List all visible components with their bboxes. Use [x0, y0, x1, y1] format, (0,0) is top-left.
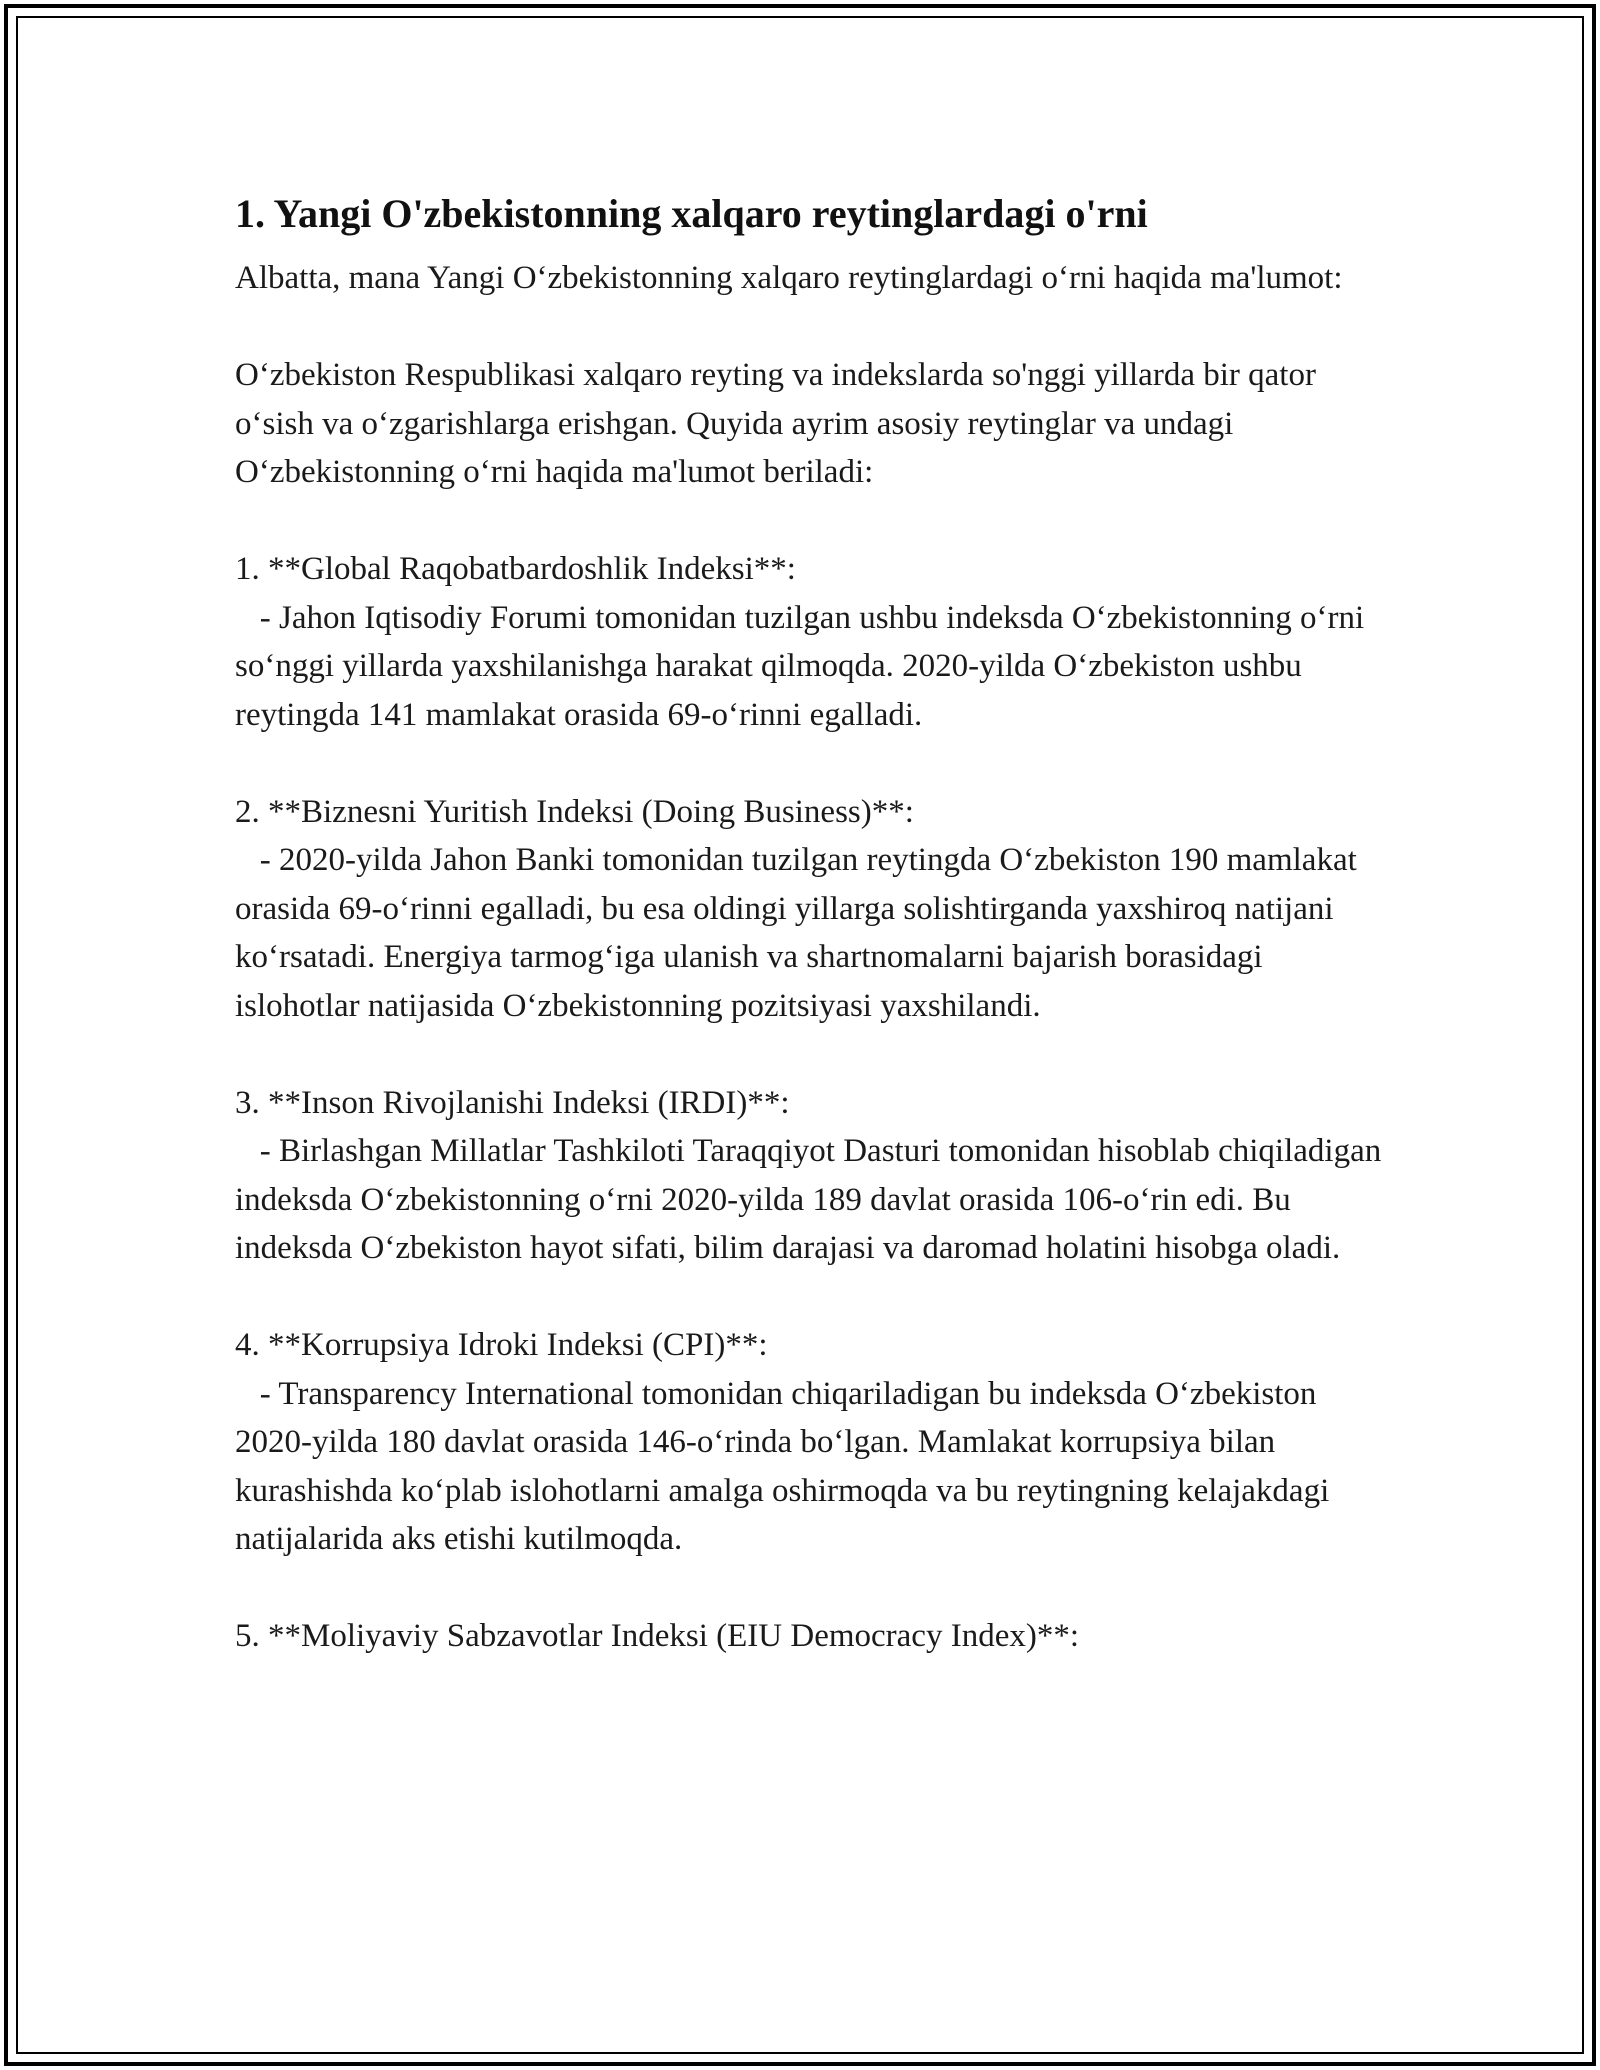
paragraph-gap: [235, 497, 1385, 546]
intro-paragraph: Albatta, mana Yangi O‘zbekistonning xalqaro reytinglardagi o‘rni haqida ma'lumot:: [235, 260, 1343, 296]
item-body-1: - Jahon Iqtisodiy Forumi tomonidan tuzilgan ushbu indeksda O‘zbekistonning o‘rni so‘nggi yillarda yaxshilanishga harakat qilmoqda. 2020-yilda O‘zbekiston ushbu reytingda 141 mamlakat orasida 69-o‘rinni egalladi.: [235, 599, 1373, 733]
paragraph-gap: [235, 303, 1385, 352]
document-title: 1. Yangi O'zbekistonning xalqaro reytinglardagi o'rni: [235, 191, 1148, 236]
overview-paragraph: O‘zbekiston Respublikasi xalqaro reyting va indekslarda so'nggi yillarda bir qator o‘sish va o‘zgarishlarga erishgan. Quyida ayrim asosiy reytinglar va undagi O‘zbekistonning o‘rni haqida ma'lumot beriladi:: [235, 357, 1325, 490]
document-body: [235, 188, 1390, 1661]
item-heading-1: 1. **Global Raqobatbardoshlik Indeksi**:: [235, 551, 796, 587]
item-body-3: - Birlashgan Millatlar Tashkiloti Taraqqiyot Dasturi tomonidan hisoblab chiqiladigan indeksda O‘zbekistonning o‘rni 2020-yilda 189 davlat orasida 106-o‘rin edi. Bu indeksda O‘zbekiston hayot sifati, bilim darajasi va daromad holatini hisobga oladi.: [235, 1133, 1390, 1266]
paragraph-gap: [235, 1564, 1385, 1613]
paragraph-gap: [235, 739, 1385, 788]
item-heading-5: 5. **Moliyaviy Sabzavotlar Indeksi (EIU Democracy Index)**:: [235, 1618, 1079, 1654]
item-heading-2: 2. **Biznesni Yuritish Indeksi (Doing Business)**:: [235, 793, 914, 830]
item-heading-4: 4. **Korrupsiya Idroki Indeksi (CPI)**:: [235, 1327, 768, 1363]
item-body-2: - 2020-yilda Jahon Banki tomonidan tuzilgan reytingda O‘zbekiston 190 mamlakat orasida 69-o‘rinni egalladi, bu esa oldingi yillarga solishtirganda yaxshiroq natijani ko‘rsatadi. Energiya tarmog‘iga ulanish va shartnomalarni bajarish borasidagi islohotlar natijasida O‘zbekistonning pozitsiyasi yaxshilandi.: [235, 842, 1366, 1024]
paragraph-gap: [235, 1273, 1385, 1322]
item-body-4: - Transparency International tomonidan chiqariladigan bu indeksda O‘zbekiston 2020-yilda 180 davlat orasida 146-o‘rinda bo‘lgan. Mamlakat korrupsiya bilan kurashishda ko‘plab islohotlarni amalga oshirmoqda va bu reytingning kelajakdagi natijalarida aks etishi kutilmoqda.: [235, 1375, 1338, 1557]
paragraph-gap: [235, 1030, 1385, 1079]
item-heading-3: 3. **Inson Rivojlanishi Indeksi (IRDI)**:: [235, 1084, 790, 1121]
